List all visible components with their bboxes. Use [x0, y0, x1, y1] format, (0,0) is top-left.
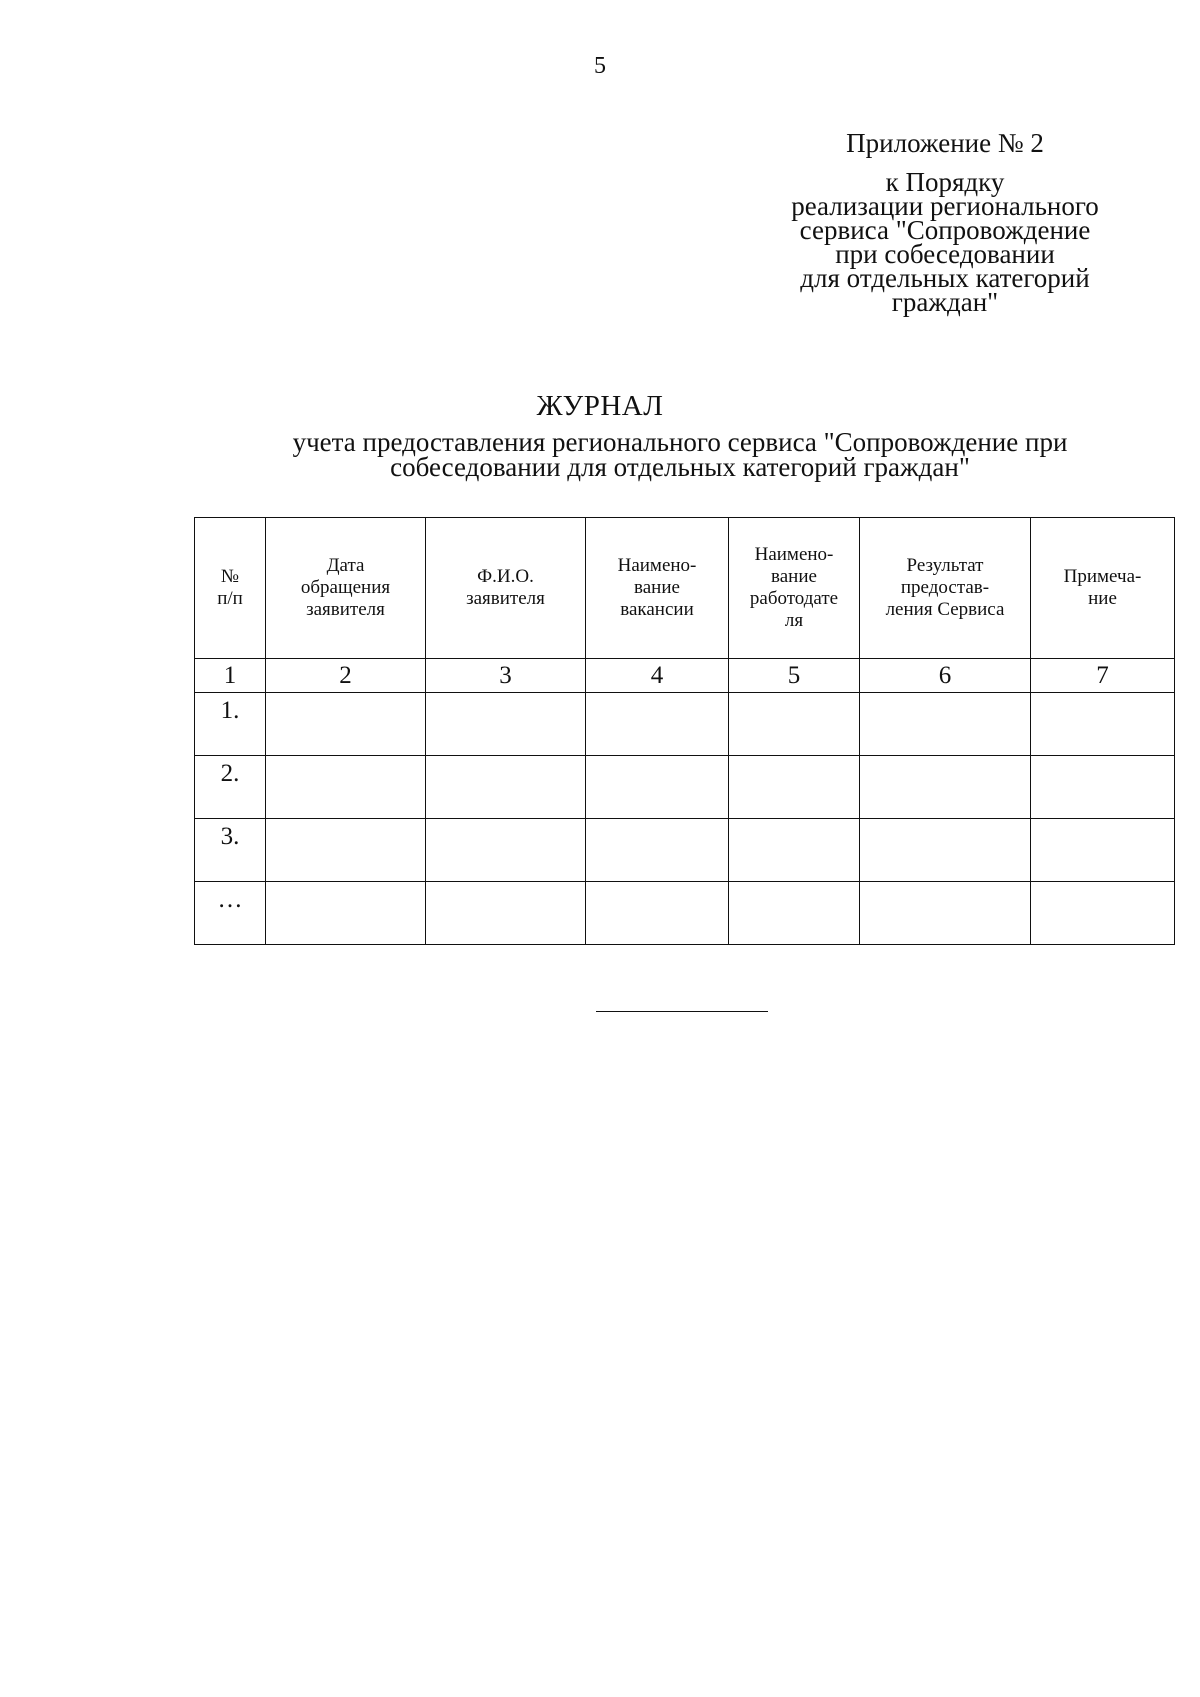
table-cell	[1031, 693, 1175, 756]
column-number: 6	[860, 659, 1031, 693]
header-cell-vacancy: Наимено- вание вакансии	[586, 518, 729, 659]
column-number: 2	[266, 659, 426, 693]
header-cell-result: Результат предостав- ления Сервиса	[860, 518, 1031, 659]
table-cell	[729, 693, 860, 756]
end-divider-line	[596, 1011, 768, 1012]
table-cell	[1031, 756, 1175, 819]
header-cell-fio: Ф.И.О. заявителя	[426, 518, 586, 659]
table-row	[195, 693, 1175, 756]
table-cell	[266, 882, 426, 945]
row-index: 1.	[195, 693, 266, 756]
table-cell	[860, 756, 1031, 819]
table-cell	[1031, 819, 1175, 882]
header-cell-number: № п/п	[195, 518, 266, 659]
appendix-line: при собеседовании	[835, 239, 1055, 269]
row-index: 2.	[195, 756, 266, 819]
column-number: 5	[729, 659, 860, 693]
document-title: ЖУРНАЛ	[536, 390, 664, 422]
appendix-block	[760, 128, 1130, 317]
table-cell	[860, 882, 1031, 945]
appendix-line: сервиса "Сопровождение	[799, 215, 1091, 245]
header-cell-date: Дата обращения заявителя	[266, 518, 426, 659]
column-number: 7	[1031, 659, 1175, 693]
column-number: 1	[195, 659, 266, 693]
table-cell	[729, 819, 860, 882]
table-cell	[426, 693, 586, 756]
table-cell	[860, 693, 1031, 756]
header-cell-employer: Наимено- вание работодате ля	[729, 518, 860, 659]
row-index: 3.	[195, 819, 266, 882]
table-cell	[729, 756, 860, 819]
table-cell	[860, 819, 1031, 882]
table-cell	[586, 756, 729, 819]
appendix-line: граждан"	[891, 287, 999, 317]
appendix-line: для отдельных категорий	[800, 263, 1090, 293]
appendix-line: к Порядку	[885, 167, 1005, 197]
page-number: 5	[594, 53, 606, 79]
table-cell	[729, 882, 860, 945]
table-cell	[426, 819, 586, 882]
column-number: 3	[426, 659, 586, 693]
subtitle-line: учета предоставления регионального сервиса "Сопровождение при	[292, 427, 1068, 457]
column-number: 4	[586, 659, 729, 693]
subtitle-line: собеседовании для отдельных категорий граждан"	[390, 452, 970, 482]
column-number-row	[195, 659, 1175, 693]
journal-table	[194, 517, 1175, 945]
table-row	[195, 819, 1175, 882]
table-cell	[586, 819, 729, 882]
appendix-title: Приложение № 2	[846, 128, 1044, 158]
table-cell	[266, 756, 426, 819]
table-cell	[426, 882, 586, 945]
table-row	[195, 756, 1175, 819]
table-cell	[586, 693, 729, 756]
document-subtitle	[240, 427, 1120, 482]
table-cell	[266, 819, 426, 882]
header-row	[195, 518, 1175, 659]
table-cell	[1031, 882, 1175, 945]
table-cell	[586, 882, 729, 945]
table-cell	[426, 756, 586, 819]
table-cell	[266, 693, 426, 756]
appendix-line: реализации регионального	[791, 191, 1099, 221]
row-index: …	[195, 882, 266, 945]
table-row	[195, 882, 1175, 945]
header-cell-note: Примеча- ние	[1031, 518, 1175, 659]
